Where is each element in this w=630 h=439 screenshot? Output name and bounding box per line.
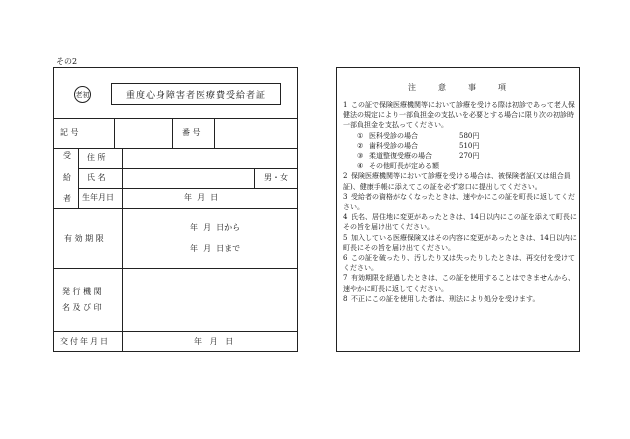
divider xyxy=(54,118,297,119)
issue-date-label: 交付年月日 xyxy=(60,337,110,346)
recipient-label-2: 給 xyxy=(63,173,71,182)
notes-list xyxy=(343,100,577,304)
list-item: 3 受給者の資格がなくなったときは、速やかにこの証を町長に返してください。 xyxy=(343,192,575,212)
name-label: 氏 名 xyxy=(87,173,106,182)
list-item: 8 不正にこの証を使用した者は、刑法により処分を受けます。 xyxy=(343,294,540,303)
birth-date-value: 年 月 日 xyxy=(184,193,219,202)
fee-row: ① 医科受診の場合 580円 xyxy=(357,131,480,140)
divider xyxy=(78,148,79,208)
fee-row: ② 歯科受診の場合 510円 xyxy=(357,141,480,150)
gender-field: 男・女 xyxy=(264,173,288,182)
certificate-title: 重度心身障害者医療費受給者証 xyxy=(111,83,281,105)
divider xyxy=(214,118,215,148)
list-item: 4 氏名、居住地に変更があったときは、14日以内にこの証を添えて町長にその旨を届け出てください。 xyxy=(343,213,577,232)
validity-label: 有 効 期 限 xyxy=(64,234,104,243)
fee-row: ④ その他町長が定める額 xyxy=(357,162,439,171)
issuer-label-1: 発 行 機 関 xyxy=(62,287,102,296)
issuer-label-2: 名 及 び 印 xyxy=(62,303,102,312)
divider xyxy=(78,188,297,189)
divider xyxy=(122,331,123,352)
divider xyxy=(172,118,173,148)
serial-number-label: 番 号 xyxy=(182,128,201,137)
notes-title: 注 意 事 項 xyxy=(408,83,508,92)
birth-date-label: 生年月日 xyxy=(82,193,114,202)
divider xyxy=(54,208,297,209)
divider xyxy=(54,331,297,332)
address-label: 住 所 xyxy=(87,153,106,162)
certificate-front xyxy=(53,67,298,352)
list-item: 5 加入している医療保険又はその内容に変更があったときは、14日以内に町長にその旨を届け出てください。 xyxy=(343,233,577,252)
divider xyxy=(54,268,297,269)
list-item: 1 この証で保険医療機関等において診療を受ける際は初診であって老人保健法の規定により一部負担金の支払いを必要とする場合に限り次の初診時一部負担金を支払ってください。 xyxy=(343,101,575,130)
fee-row: ③ 柔道整復受療の場合 270円 xyxy=(357,152,480,161)
list-item: 7 有効期限を経過したときは、この証を使用することはできませんから、速やかに町長に返してください。 xyxy=(343,274,575,293)
divider xyxy=(122,148,123,331)
recipient-label-3: 者 xyxy=(63,194,71,203)
record-number-label: 記 号 xyxy=(60,128,79,137)
divider xyxy=(78,168,297,169)
divider xyxy=(114,118,115,148)
list-item: 2 保険医療機関等において診療を受ける場合は、被保険者証(又は組合員証)、健康手帳に添えてこの証を必ず窓口に提出してください。 xyxy=(343,172,571,191)
page-label: その2 xyxy=(56,57,78,66)
recipient-label-1: 受 xyxy=(63,151,71,160)
list-item: 6 この証を破ったり、汚したり又は失ったりしたときは、再交付を受けてください。 xyxy=(343,254,575,273)
divider xyxy=(254,168,255,188)
valid-until: 年 月 日まで xyxy=(190,244,241,253)
issue-date-value: 年 月 日 xyxy=(194,337,234,346)
certificate-back xyxy=(336,67,580,352)
divider xyxy=(54,148,297,149)
valid-from: 年 月 日から xyxy=(190,223,241,232)
elderly-seal: 老初 xyxy=(74,86,91,103)
